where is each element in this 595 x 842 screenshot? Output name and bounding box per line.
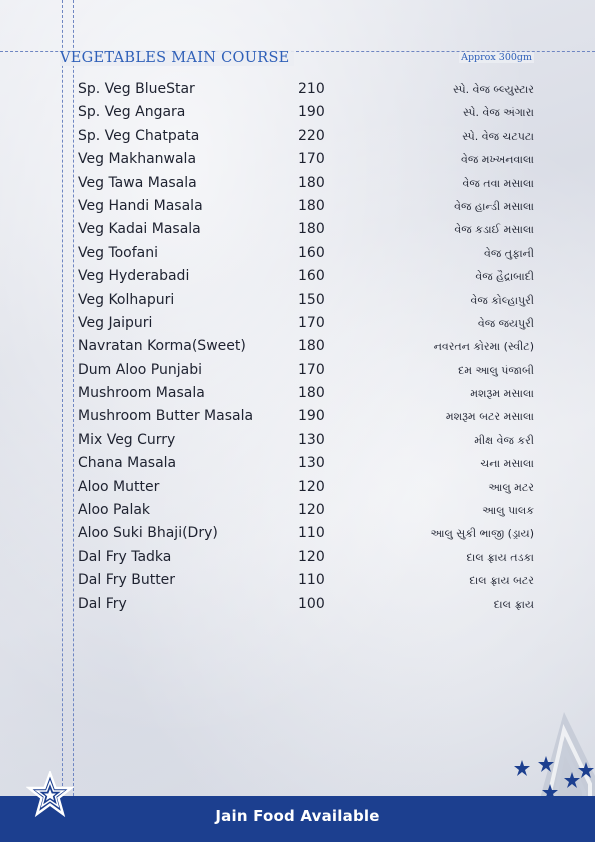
menu-item [78, 172, 534, 195]
item-price: 170 [298, 361, 325, 378]
item-price: 120 [298, 548, 325, 565]
menu-item [78, 125, 534, 148]
item-price: 110 [298, 525, 325, 542]
menu-item [78, 242, 534, 265]
item-name: Aloo Mutter [78, 478, 160, 495]
menu-item [78, 101, 534, 124]
menu-item [78, 359, 534, 382]
menu-list [78, 78, 534, 616]
item-name: Veg Tawa Masala [78, 174, 197, 191]
item-name: Veg Kadai Masala [78, 221, 201, 238]
menu-item [78, 429, 534, 452]
item-name-gujarati: મીક્ષ વેજ કરી [474, 433, 534, 447]
menu-item [78, 546, 534, 569]
item-price: 170 [298, 151, 325, 168]
item-name: Mushroom Butter Masala [78, 408, 254, 425]
item-name-gujarati: દમ આલુ પંજાબી [458, 363, 534, 377]
item-price: 180 [298, 338, 325, 355]
item-name: Sp. Veg Angara [78, 104, 186, 121]
item-price: 180 [298, 174, 325, 191]
menu-item [78, 289, 534, 312]
item-name: Mushroom Masala [78, 385, 205, 402]
item-name-gujarati: વેજ હૈદ્રાબાદી [475, 270, 534, 284]
item-name: Chana Masala [78, 455, 177, 472]
item-name: Veg Makhanwala [78, 151, 197, 168]
item-name-gujarati: સ્પે. વેજ ચટપટા [462, 129, 534, 143]
guide-line-left-2 [73, 0, 74, 796]
item-price: 220 [298, 127, 325, 144]
item-name-gujarati: ચના મસાલા [480, 457, 534, 471]
menu-item [78, 499, 534, 522]
item-price: 130 [298, 455, 325, 472]
menu-item [78, 405, 534, 428]
item-name: Dum Aloo Punjabi [78, 361, 202, 378]
item-name-gujarati: વેજ મખ્ખનવાલા [461, 153, 534, 167]
menu-item [78, 382, 534, 405]
item-name-gujarati: વેજ કડાઈ મસાલા [454, 223, 534, 237]
footer-bar [0, 796, 595, 842]
item-name-gujarati: આલુ મટર [488, 480, 534, 494]
item-price: 160 [298, 268, 325, 285]
menu-item [78, 218, 534, 241]
item-price: 190 [298, 104, 325, 121]
item-name-gujarati: નવરતન કોરમા (સ્વીટ) [433, 340, 534, 354]
item-name-gujarati: સ્પે. વેજ અંગારા [462, 106, 534, 120]
guide-line-left [62, 0, 63, 796]
item-name-gujarati: મશરૂમ બટર મસાલા [445, 410, 534, 424]
item-name: Dal Fry Butter [78, 572, 176, 589]
item-price: 120 [298, 502, 325, 519]
item-price: 190 [298, 408, 325, 425]
item-price: 170 [298, 314, 325, 331]
item-name-gujarati: વેજ તવા મસાલા [462, 176, 534, 190]
item-name: Sp. Veg Chatpata [78, 127, 200, 144]
item-name-gujarati: દાલ ફ્રાય તડકા [466, 550, 534, 564]
menu-item [78, 522, 534, 545]
item-name: Dal Fry Tadka [78, 548, 172, 565]
item-name: Veg Toofani [78, 244, 159, 261]
item-name: Mix Veg Curry [78, 431, 176, 448]
menu-item [78, 148, 534, 171]
menu-item [78, 569, 534, 592]
item-name: Veg Handi Masala [78, 197, 203, 214]
item-price: 120 [298, 478, 325, 495]
item-price: 180 [298, 385, 325, 402]
star-logo-icon [26, 771, 74, 819]
item-name: Navratan Korma(Sweet) [78, 338, 246, 355]
item-name-gujarati: વેજ તુફાની [484, 246, 534, 260]
item-price: 110 [298, 572, 325, 589]
menu-item [78, 265, 534, 288]
item-price: 100 [298, 595, 325, 612]
item-name-gujarati: સ્પે. વેજ બ્લ્યુસ્ટાર [453, 83, 534, 96]
item-price: 180 [298, 197, 325, 214]
menu-item [78, 312, 534, 335]
item-name-gujarati: દાલ ફ્રાય બટર [469, 574, 534, 588]
item-price: 150 [298, 291, 325, 308]
item-name-gujarati: દાલ ફ્રાય [493, 597, 534, 611]
menu-item [78, 195, 534, 218]
item-name: Dal Fry [78, 595, 127, 612]
item-price: 210 [298, 81, 325, 97]
item-name: Veg Jaipuri [78, 314, 153, 331]
item-name-gujarati: આલુ પાલક [482, 504, 534, 518]
item-name: Aloo Suki Bhaji(Dry) [78, 525, 218, 542]
menu-item [78, 452, 534, 475]
item-name-gujarati: મશરૂમ મસાલા [470, 387, 534, 401]
item-name: Sp. Veg BlueStar [78, 81, 195, 97]
item-name: Aloo Palak [78, 502, 151, 519]
portion-note: Approx 300gm [461, 52, 532, 63]
jain-food-note: Jain Food Available [215, 807, 380, 825]
item-name-gujarati: આલુ સુકી ભાજી (ડ્રાય) [430, 527, 534, 541]
item-name: Veg Hyderabadi [78, 268, 190, 285]
item-price: 130 [298, 431, 325, 448]
item-name-gujarati: વેજ જયપુરી [477, 316, 534, 330]
item-name-gujarati: વેજ કોલ્હાપુરી [470, 293, 534, 307]
section-title: VEGETABLES MAIN COURSE [60, 50, 294, 66]
menu-item [78, 78, 534, 101]
item-price: 180 [298, 221, 325, 238]
menu-item [78, 593, 534, 616]
menu-item [78, 476, 534, 499]
menu-item [78, 335, 534, 358]
item-name: Veg Kolhapuri [78, 291, 175, 308]
item-price: 160 [298, 244, 325, 261]
item-name-gujarati: વેજ હાન્ડી મસાલા [454, 199, 534, 213]
